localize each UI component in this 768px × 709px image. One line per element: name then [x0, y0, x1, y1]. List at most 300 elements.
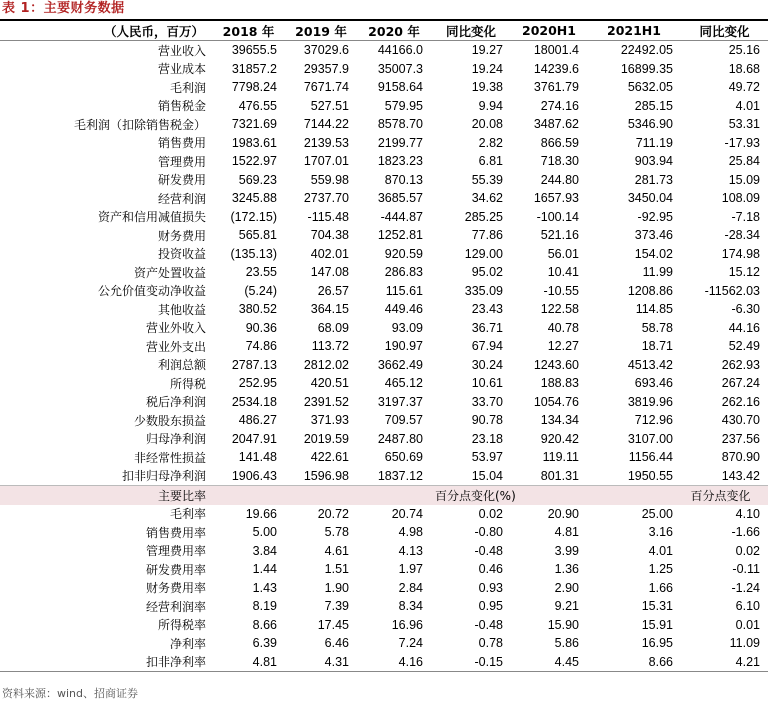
- table-cell: 4.10: [735, 506, 760, 521]
- table-cell: 693.46: [634, 376, 673, 391]
- table-cell: 286.83: [384, 265, 423, 280]
- table-cell: 119.11: [542, 450, 579, 465]
- row-label: 税后净利润: [145, 395, 206, 410]
- table-cell: 262.16: [721, 394, 760, 409]
- table-row: [0, 505, 768, 524]
- table-cell: 25.00: [641, 506, 673, 521]
- table-cell: 7144.22: [303, 117, 349, 132]
- table-cell: 56.01: [547, 246, 579, 261]
- table-cell: 115.61: [385, 283, 423, 298]
- table-cell: 114.85: [635, 302, 673, 317]
- row-label: 扣非净利率: [0, 653, 212, 672]
- table-cell: 4513.42: [627, 357, 673, 372]
- header-cell: 2021H1: [587, 20, 681, 41]
- table-cell: 476.55: [238, 98, 277, 113]
- table-cell: 252.95: [238, 376, 277, 391]
- table-cell: 11.09: [729, 636, 760, 651]
- table-cell: 465.12: [384, 376, 423, 391]
- table-cell: 6.81: [478, 154, 503, 169]
- table-cell: 1156.44: [628, 450, 673, 465]
- table-cell: 19.66: [245, 506, 277, 521]
- table-cell: 3.84: [252, 543, 277, 558]
- table-cell: 371.93: [310, 413, 349, 428]
- table-cell: 1707.01: [303, 154, 349, 169]
- table-cell: 1.25: [648, 562, 673, 577]
- table-cell: 190.97: [384, 339, 423, 354]
- row-label: 研发费用: [157, 173, 206, 188]
- table-cell: 16.96: [391, 617, 423, 632]
- table-cell: -0.48: [474, 617, 503, 632]
- row-label: 利润总额: [157, 358, 206, 373]
- table-cell: 364.15: [310, 302, 349, 317]
- table-title: 表 1：主要财务数据: [2, 1, 125, 16]
- row-label: 资产和信用减值损失: [97, 210, 206, 225]
- table-cell: 2737.70: [303, 191, 349, 206]
- table-cell: 1.90: [324, 580, 349, 595]
- row-label: 毛利润: [169, 80, 206, 95]
- table-cell: 8578.70: [377, 117, 423, 132]
- table-cell: 188.83: [540, 376, 579, 391]
- table-cell: 920.42: [540, 431, 579, 446]
- table-cell: 0.93: [478, 580, 503, 595]
- row-label: 销售费用率: [145, 525, 206, 540]
- table-cell: -10.55: [543, 283, 579, 298]
- table-cell: 10.41: [547, 265, 579, 280]
- header-cell: 2020 年: [357, 20, 431, 41]
- table-row: [0, 300, 768, 319]
- row-label: 管理费用: [157, 154, 206, 169]
- table-cell: 34.62: [471, 191, 503, 206]
- table-cell: 380.52: [238, 302, 277, 317]
- table-cell: -7.18: [731, 209, 760, 224]
- table-cell: 7321.69: [231, 117, 277, 132]
- row-label: 所得税: [169, 376, 206, 391]
- table-cell: 274.16: [540, 98, 579, 113]
- row-label: 资产处置收益: [133, 265, 206, 280]
- table-cell: 4.45: [511, 653, 587, 672]
- table-cell: 3761.79: [533, 80, 579, 95]
- table-cell: 1.36: [554, 562, 579, 577]
- table-cell: 7671.74: [303, 80, 349, 95]
- table-row: [0, 171, 768, 190]
- row-label: 所得税率: [157, 618, 206, 633]
- table-cell: 565.81: [238, 228, 277, 243]
- table-cell: 402.01: [310, 246, 349, 261]
- table-header-row: [0, 20, 768, 41]
- row-label: 归母净利润: [145, 432, 206, 447]
- table-cell: 244.80: [540, 172, 579, 187]
- table-cell: 8.19: [252, 599, 277, 614]
- table-cell: 5.00: [252, 525, 277, 540]
- table-cell: 6.10: [735, 599, 760, 614]
- table-cell: 25.16: [728, 43, 760, 58]
- row-label: 营业成本: [157, 62, 206, 77]
- row-label: 毛利率: [169, 507, 206, 522]
- table-cell: 1522.97: [231, 154, 277, 169]
- table-cell: 31857.2: [231, 61, 277, 76]
- table-cell: 1054.76: [533, 394, 579, 409]
- table-cell: 10.61: [471, 376, 503, 391]
- table-cell: 449.46: [384, 302, 423, 317]
- table-cell: 1906.43: [231, 468, 277, 483]
- table-row: [0, 282, 768, 301]
- table-cell: 15.90: [547, 617, 579, 632]
- table-cell: -6.30: [731, 302, 760, 317]
- table-cell: 650.69: [384, 450, 423, 465]
- table-cell: 20.90: [547, 506, 579, 521]
- table-cell: 1596.98: [303, 468, 349, 483]
- table-cell: 9158.64: [377, 80, 423, 95]
- table-cell: 15.31: [641, 599, 673, 614]
- table-cell: 866.59: [540, 135, 579, 150]
- table-cell: 8.34: [398, 599, 423, 614]
- table-cell: 174.98: [721, 246, 760, 261]
- table-cell: 281.73: [634, 172, 673, 187]
- table-row: [0, 523, 768, 542]
- table-cell: 1823.23: [377, 154, 423, 169]
- table-cell: 527.51: [310, 98, 349, 113]
- source-note: 资料来源：wind、招商证券: [2, 687, 139, 700]
- table-cell: 134.34: [540, 413, 579, 428]
- table-cell: 569.23: [238, 172, 277, 187]
- table-cell: 3819.96: [627, 394, 673, 409]
- table-cell: 4.31: [285, 653, 357, 672]
- table-cell: 17.45: [317, 617, 349, 632]
- table-row: [0, 560, 768, 579]
- table-cell: 20.08: [471, 117, 503, 132]
- table-cell: 23.43: [471, 302, 503, 317]
- section-row: [0, 486, 768, 505]
- table-cell: 6.39: [252, 636, 277, 651]
- header-cell: 2018 年: [212, 20, 285, 41]
- table-cell: (172.15): [230, 209, 277, 224]
- row-label: 投资收益: [157, 247, 206, 262]
- table-cell: 1.43: [252, 580, 277, 595]
- section-blank: [357, 486, 431, 505]
- section-right-label: 百分点变化: [681, 486, 768, 505]
- table-cell: 430.70: [721, 413, 760, 428]
- table-cell: 12.27: [547, 339, 579, 354]
- table-cell: 74.86: [245, 339, 277, 354]
- table-cell: 35007.3: [377, 61, 423, 76]
- table-cell: 23.55: [245, 265, 277, 280]
- table-cell: -0.80: [474, 525, 503, 540]
- table-cell: 33.70: [471, 394, 503, 409]
- table-cell: 709.57: [384, 413, 423, 428]
- table-cell: -92.95: [637, 209, 673, 224]
- table-cell: 20.74: [391, 506, 423, 521]
- table-cell: 3450.04: [627, 191, 673, 206]
- table-cell: -28.34: [724, 228, 760, 243]
- table-cell: 870.13: [384, 172, 423, 187]
- table-cell: 2019.59: [303, 431, 349, 446]
- row-label: 扣非归母净利润: [121, 469, 206, 484]
- table-cell: 1252.81: [377, 228, 423, 243]
- table-cell: 420.51: [310, 376, 349, 391]
- table-cell: 4.98: [398, 525, 423, 540]
- table-cell: 801.31: [540, 468, 579, 483]
- table-cell: 262.93: [721, 357, 760, 372]
- table-cell: 20.72: [317, 506, 349, 521]
- table-cell: 718.30: [540, 154, 579, 169]
- table-cell: 3197.37: [377, 394, 423, 409]
- table-cell: 335.09: [464, 283, 503, 298]
- table-cell: 4.01: [735, 98, 760, 113]
- section-blank: [285, 486, 357, 505]
- section-blank: [587, 486, 681, 505]
- table-cell: 8.66: [252, 617, 277, 632]
- table-row: [0, 616, 768, 635]
- table-cell: 1983.61: [231, 135, 277, 150]
- table-cell: 285.15: [634, 98, 673, 113]
- table-cell: 19.27: [471, 43, 503, 58]
- table-cell: 0.01: [735, 617, 760, 632]
- table-cell: 1.51: [324, 562, 349, 577]
- table-cell: (135.13): [230, 246, 277, 261]
- table-cell: 18.68: [728, 61, 760, 76]
- table-row: [0, 356, 768, 375]
- row-label: 毛利润（扣除销售税金）: [73, 117, 206, 132]
- table-cell: 4.21: [681, 653, 768, 672]
- table-cell: 49.72: [728, 80, 760, 95]
- table-cell: 18.71: [641, 339, 673, 354]
- table-row: [0, 263, 768, 282]
- table-row: [0, 634, 768, 653]
- table-row: [0, 134, 768, 153]
- table-cell: 4.01: [648, 543, 673, 558]
- table-cell: 521.16: [540, 228, 579, 243]
- table-cell: 3.16: [648, 525, 673, 540]
- table-cell: 3685.57: [377, 191, 423, 206]
- table-row: [0, 78, 768, 97]
- table-cell: 29357.9: [303, 61, 349, 76]
- table-cell: 19.38: [471, 80, 503, 95]
- table-cell: 108.09: [721, 191, 760, 206]
- table-cell: 1.66: [648, 580, 673, 595]
- table-cell: 0.02: [478, 506, 503, 521]
- header-cell: 同比变化: [431, 20, 511, 41]
- table-cell: -17.93: [724, 135, 760, 150]
- table-cell: -0.48: [474, 543, 503, 558]
- table-row: [0, 208, 768, 227]
- table-cell: 4.16: [357, 653, 431, 672]
- table-cell: -0.11: [732, 562, 760, 577]
- table-cell: 3662.49: [377, 357, 423, 372]
- table-cell: -100.14: [536, 209, 579, 224]
- table-cell: 1243.60: [533, 357, 579, 372]
- row-label: 经营利润: [157, 191, 206, 206]
- table-row: [0, 374, 768, 393]
- table-row: [0, 152, 768, 171]
- table-cell: 0.46: [478, 562, 503, 577]
- section-blank: [212, 486, 285, 505]
- row-label: 管理费用率: [145, 544, 206, 559]
- row-label: 营业外收入: [145, 321, 206, 336]
- row-label: 非经常性损益: [133, 450, 206, 465]
- table-cell: 90.78: [471, 413, 503, 428]
- table-cell: 122.58: [540, 302, 579, 317]
- table-cell: 486.27: [238, 413, 277, 428]
- table-cell: 712.96: [634, 413, 673, 428]
- table-cell: 16.95: [641, 636, 673, 651]
- table-cell: 6.46: [324, 636, 349, 651]
- table-cell: 903.94: [634, 154, 673, 169]
- table-cell: 237.56: [721, 431, 760, 446]
- table-cell: 4.81: [212, 653, 285, 672]
- table-cell: 15.91: [641, 617, 673, 632]
- table-cell: 141.48: [238, 450, 277, 465]
- table-cell: -0.15: [431, 653, 511, 672]
- table-cell: 1837.12: [377, 468, 423, 483]
- table-cell: 113.72: [311, 339, 349, 354]
- table-cell: 5346.90: [627, 117, 673, 132]
- table-cell: 77.86: [471, 228, 503, 243]
- table-cell: 3.99: [554, 543, 579, 558]
- table-cell: 58.78: [641, 320, 673, 335]
- table-cell: 704.38: [310, 228, 349, 243]
- table-row: [0, 41, 768, 60]
- table-cell: -1.66: [731, 525, 760, 540]
- table-cell: 3107.00: [627, 431, 673, 446]
- table-cell: 19.24: [471, 61, 503, 76]
- table-cell: 2199.77: [377, 135, 423, 150]
- table-cell: 36.71: [471, 320, 503, 335]
- table-cell: 93.09: [391, 320, 423, 335]
- table-cell: 55.39: [471, 172, 503, 187]
- table-row: [0, 393, 768, 412]
- table-cell: 2787.13: [231, 357, 277, 372]
- table-cell: 15.09: [728, 172, 760, 187]
- table-row: [0, 189, 768, 208]
- table-cell: 1657.93: [533, 191, 579, 206]
- table-cell: 5632.05: [627, 80, 673, 95]
- table-cell: 2534.18: [231, 394, 277, 409]
- table-cell: 8.66: [587, 653, 681, 672]
- table-cell: 2487.80: [377, 431, 423, 446]
- table-cell: 18001.4: [533, 43, 579, 58]
- header-cell: （人民币，百万）: [0, 20, 212, 41]
- row-label: 财务费用率: [145, 581, 206, 596]
- table-cell: 3245.88: [231, 191, 277, 206]
- table-cell: 37029.6: [303, 43, 349, 58]
- table-cell: 67.94: [471, 339, 503, 354]
- header-cell: 2019 年: [285, 20, 357, 41]
- table-cell: -115.48: [307, 209, 349, 224]
- table-cell: 2391.52: [303, 394, 349, 409]
- table-cell: 4.61: [324, 543, 349, 558]
- table-cell: -444.87: [380, 209, 423, 224]
- table-cell: 129.00: [464, 246, 503, 261]
- row-label: 少数股东损益: [133, 413, 206, 428]
- table-cell: 5.86: [554, 636, 579, 651]
- table-cell: 53.97: [471, 450, 503, 465]
- table-cell: 90.36: [245, 320, 277, 335]
- table-cell: 0.02: [735, 543, 760, 558]
- table-cell: 143.42: [721, 468, 760, 483]
- table-cell: 95.02: [471, 265, 503, 280]
- table-cell: 25.84: [728, 154, 760, 169]
- table-row: [0, 319, 768, 338]
- table-cell: 39655.5: [231, 43, 277, 58]
- table-cell: 1208.86: [627, 283, 673, 298]
- table-cell: 14239.6: [533, 61, 579, 76]
- section-mid-label: 百分点变化(%): [431, 486, 587, 505]
- table-row: [0, 467, 768, 486]
- table-cell: 2812.02: [303, 357, 349, 372]
- table-cell: 40.78: [547, 320, 579, 335]
- table-cell: 15.12: [728, 265, 760, 280]
- table-cell: -1.24: [731, 580, 760, 595]
- table-row: [0, 653, 768, 672]
- row-label: 研发费用率: [145, 562, 206, 577]
- table-cell: 267.24: [721, 376, 760, 391]
- row-label: 销售费用: [157, 136, 206, 151]
- table-cell: 9.94: [478, 98, 503, 113]
- table-cell: 26.57: [317, 283, 349, 298]
- table-cell: 1.44: [252, 562, 277, 577]
- section-label: 主要比率: [0, 486, 212, 505]
- table-cell: 2139.53: [303, 135, 349, 150]
- table-cell: 3487.62: [533, 117, 579, 132]
- table-row: [0, 245, 768, 264]
- financial-data-table: [0, 19, 768, 672]
- table-row: [0, 60, 768, 79]
- table-row: [0, 448, 768, 467]
- table-cell: 2.84: [398, 580, 423, 595]
- table-cell: 2.90: [554, 580, 579, 595]
- table-cell: 4.81: [554, 525, 579, 540]
- table-row: [0, 542, 768, 561]
- table-row: [0, 115, 768, 134]
- table-cell: 4.13: [398, 543, 423, 558]
- table-cell: 30.24: [471, 357, 503, 372]
- table-cell: 2.82: [478, 135, 503, 150]
- table-cell: 23.18: [471, 431, 503, 446]
- table-cell: 0.78: [478, 636, 503, 651]
- table-cell: 7.24: [398, 636, 423, 651]
- row-label: 财务费用: [157, 228, 206, 243]
- table-cell: 422.61: [310, 450, 349, 465]
- table-cell: 373.46: [634, 228, 673, 243]
- table-cell: 11.99: [642, 265, 673, 280]
- table-cell: 870.90: [721, 450, 760, 465]
- table-row: [0, 411, 768, 430]
- table-cell: 7798.24: [231, 80, 277, 95]
- table-cell: 1950.55: [627, 468, 673, 483]
- table-cell: 52.49: [728, 339, 760, 354]
- table-cell: 5.78: [324, 525, 349, 540]
- table-cell: 154.02: [634, 246, 673, 261]
- row-label: 其他收益: [157, 302, 206, 317]
- table-cell: 22492.05: [620, 43, 673, 58]
- header-cell: 2020H1: [511, 20, 587, 41]
- row-label: 公允价值变动净收益: [97, 284, 206, 299]
- row-label: 经营利润率: [145, 599, 206, 614]
- table-row: [0, 579, 768, 598]
- table-cell: 579.95: [384, 98, 423, 113]
- table-cell: 44.16: [728, 320, 760, 335]
- table-row: [0, 97, 768, 116]
- table-row: [0, 430, 768, 449]
- row-label: 净利率: [169, 636, 206, 651]
- table-row: [0, 337, 768, 356]
- table-row: [0, 226, 768, 245]
- table-cell: 68.09: [317, 320, 349, 335]
- table-cell: 920.59: [384, 246, 423, 261]
- table-row: [0, 597, 768, 616]
- table-cell: 53.31: [728, 117, 760, 132]
- table-cell: 711.19: [635, 135, 673, 150]
